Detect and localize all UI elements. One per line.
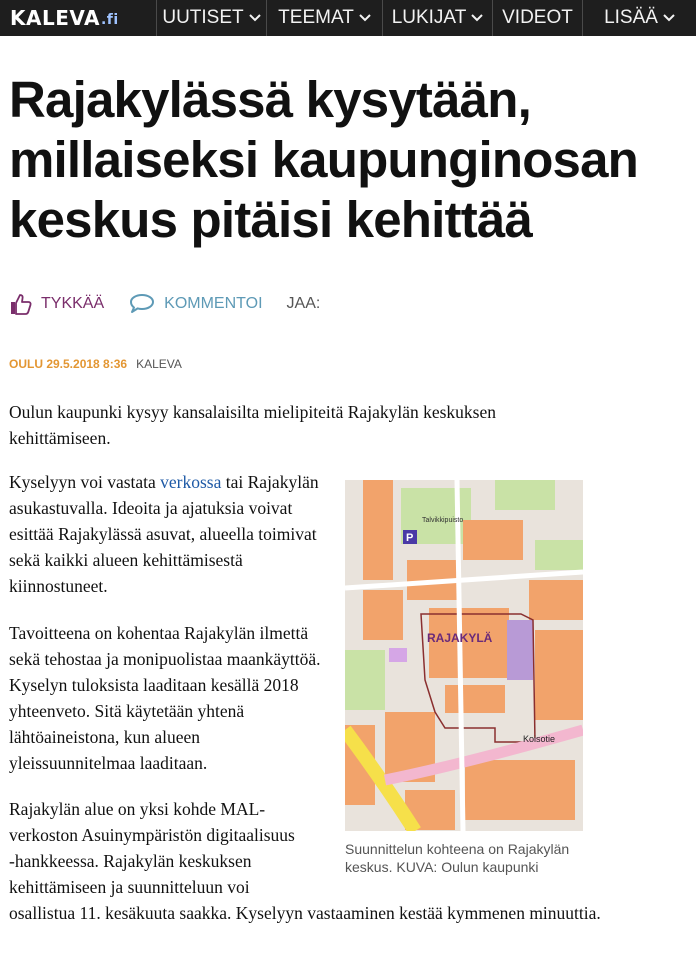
chevron-down-icon	[663, 14, 675, 22]
survey-link[interactable]: verkossa	[160, 472, 222, 492]
figure-caption: Suunnittelun kohteena on Rajakylän keskus. KUVA: Oulun kaupunki	[345, 841, 570, 875]
article-actions	[9, 289, 320, 319]
source-name: KALEVA	[136, 357, 182, 371]
nav-item-label: UUTISET	[162, 7, 244, 28]
article-paragraph: Tavoitteena on kohentaa Rajakylän ilmettä sekä tehostaa ja monipuolistaa maankäyttöä. Kyselyn tuloksista laaditaan kesällä 2018 yhteenveto. Sitä käytetään yhtenä lähtöaineistona, kun alueen yleissuunnitelmaa laaditaan.	[9, 623, 321, 773]
paragraph-text: tai Rajakylän asukastuvalla. Ideoita ja ajatuksia voivat esittää Rajakylässä asuvat, alueella toimivat sekä kaikki alueen kehittämisestä kiinnostuneet.	[9, 472, 319, 596]
paragraph-text: Rajakylän alue on yksi kohde MAL-verkoston Asuinympäristön digitaalisuus -hankkeessa. Rajakylän keskuksen kehittämiseen ja suunnitteluun voi osallistua 11. kesäkuuta saakka. Kyselyyn vastaaminen kestää kymmenen minuuttia.	[9, 799, 601, 923]
paragraph-text: Kyselyyn voi vastata	[9, 472, 161, 492]
map-parking-icon: P	[406, 532, 414, 544]
nav-item-teemat[interactable]	[266, 0, 382, 36]
nav-item-label: LISÄÄ	[604, 7, 658, 28]
speech-bubble-icon	[128, 293, 156, 315]
nav-item-label: TEEMAT	[278, 7, 354, 28]
thumbs-up-icon	[9, 292, 33, 316]
dateline: OULU 29.5.2018 8:36	[9, 357, 128, 371]
chevron-down-icon	[359, 14, 371, 22]
district-map-image[interactable]	[345, 480, 583, 831]
chevron-down-icon	[471, 14, 483, 22]
top-navigation	[0, 0, 696, 36]
map-label-road: Koisotie	[523, 734, 556, 744]
comment-button[interactable]	[128, 293, 262, 315]
like-label: TYKKÄÄ	[41, 295, 105, 312]
like-button[interactable]	[9, 292, 104, 316]
site-logo[interactable]	[0, 0, 156, 36]
nav-item-uutiset[interactable]	[156, 0, 266, 36]
nav-item-videot[interactable]	[492, 0, 582, 36]
article-paragraph	[9, 796, 605, 926]
nav-item-label: VIDEOT	[502, 7, 573, 28]
article-meta	[9, 357, 182, 371]
comment-label: KOMMENTOI	[164, 295, 263, 312]
nav-item-lisaa[interactable]	[582, 0, 696, 36]
nav-item-lukijat[interactable]	[382, 0, 492, 36]
share-label: JAA:	[286, 295, 321, 312]
article-lead: Oulun kaupunki kysyy kansalaisilta mielipiteitä Rajakylän keskuksen kehittämiseen.	[9, 402, 496, 448]
map-label-district: RAJAKYLÄ	[427, 631, 493, 645]
article-paragraph	[9, 469, 329, 599]
chevron-down-icon	[249, 14, 261, 22]
logo-text: KALEVA	[10, 6, 100, 30]
logo-suffix: .fi	[100, 12, 119, 28]
map-label-park: Talvikkipuisto	[422, 517, 464, 524]
nav-item-label: LUKIJAT	[391, 7, 467, 28]
article-headline: Rajakylässä kysytään, millaiseksi kaupunginosan keskus pitäisi kehittää	[9, 71, 639, 248]
